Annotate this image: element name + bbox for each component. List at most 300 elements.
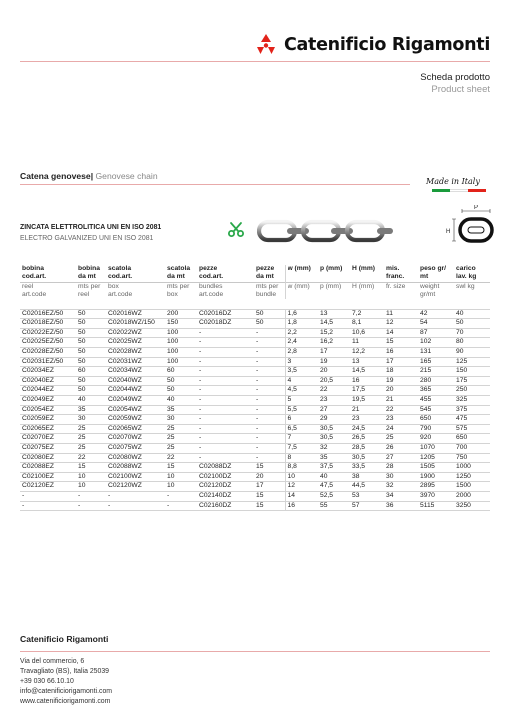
- table-cell: 30: [165, 415, 197, 425]
- table-cell: 25: [76, 424, 106, 434]
- column-header-line: weight: [420, 282, 440, 290]
- table-cell: 25: [384, 434, 418, 444]
- table-cell: 545: [418, 405, 454, 415]
- table-cell: C02080WZ: [106, 453, 165, 463]
- table-cell: 175: [454, 376, 490, 386]
- table-cell: 250: [454, 386, 490, 396]
- table-cell: 28: [384, 463, 418, 473]
- table-cell: -: [254, 415, 285, 425]
- table-cell: 20: [318, 367, 350, 377]
- header-spacer: [20, 299, 490, 309]
- table-cell: 16: [350, 376, 384, 386]
- table-cell: 10: [76, 472, 106, 482]
- table-cell: 27: [318, 405, 350, 415]
- column-header-line: mis.: [386, 265, 400, 272]
- table-cell: -: [197, 405, 254, 415]
- table-cell: 42: [418, 309, 454, 319]
- column-header: [350, 282, 384, 299]
- table-cell: 23: [318, 396, 350, 406]
- table-cell: -: [76, 501, 106, 511]
- made-in-italy-text: Made in Italy: [426, 177, 480, 186]
- table-cell: -: [254, 424, 285, 434]
- table-cell: 10: [165, 482, 197, 492]
- table-cell: C02065WZ: [106, 424, 165, 434]
- table-cell: 2895: [418, 482, 454, 492]
- table-cell: -: [254, 367, 285, 377]
- footer-website-link[interactable]: www.catenificiorigamonti.com: [20, 698, 111, 705]
- table-cell: C02075EZ: [20, 444, 76, 454]
- table-cell: -: [254, 405, 285, 415]
- table-cell: C02031WZ: [106, 357, 165, 367]
- table-cell: C02016DZ: [197, 309, 254, 319]
- table-cell: C02018DZ: [197, 319, 254, 329]
- table-cell: C02120WZ: [106, 482, 165, 492]
- sheet-title-en: Product sheet: [431, 84, 490, 95]
- table-cell: C02059WZ: [106, 415, 165, 425]
- column-header-line: mt: [420, 273, 429, 281]
- table-row: [20, 319, 490, 329]
- column-header-line: da mt: [256, 273, 274, 281]
- table-cell: 22: [76, 453, 106, 463]
- column-header: [418, 265, 454, 282]
- table-cell: 14: [384, 328, 418, 338]
- table-cell: -: [197, 424, 254, 434]
- table-cell: 100: [165, 348, 197, 358]
- column-header: [254, 282, 285, 299]
- column-header: [285, 265, 318, 282]
- table-cell: 100: [165, 357, 197, 367]
- table-cell: C02100EZ: [20, 472, 76, 482]
- table-cell: 100: [165, 338, 197, 348]
- column-header: [165, 282, 197, 299]
- table-cell: 1250: [454, 472, 490, 482]
- table-cell: 10: [165, 472, 197, 482]
- table-row: [20, 491, 490, 501]
- table-cell: 165: [418, 357, 454, 367]
- table-cell: 40: [76, 396, 106, 406]
- column-header-line: p (mm): [320, 282, 342, 290]
- table-cell: -: [254, 338, 285, 348]
- table-cell: 30,5: [318, 424, 350, 434]
- table-cell: 7: [285, 434, 318, 444]
- table-cell: 27: [384, 453, 418, 463]
- column-header-line: w (mm): [287, 265, 311, 272]
- column-header: [318, 265, 350, 282]
- column-header-line: bundle: [256, 290, 277, 298]
- table-cell: C02120DZ: [197, 482, 254, 492]
- table-cell: 100: [165, 328, 197, 338]
- table-cell: 28,5: [350, 444, 384, 454]
- column-header-line: carico: [456, 265, 476, 272]
- table-cell: 2000: [454, 491, 490, 501]
- table-cell: 35: [76, 405, 106, 415]
- table-cell: 26: [384, 444, 418, 454]
- table-cell: -: [197, 328, 254, 338]
- table-cell: 55: [318, 501, 350, 511]
- table-cell: C02075WZ: [106, 444, 165, 454]
- table-cell: 47,5: [318, 482, 350, 492]
- table-cell: -: [254, 376, 285, 386]
- column-header-line: da mt: [167, 273, 185, 281]
- table-cell: 215: [418, 367, 454, 377]
- table-cell: 13: [318, 309, 350, 319]
- table-cell: 455: [418, 396, 454, 406]
- table-cell: 16: [384, 348, 418, 358]
- column-header: [197, 265, 254, 282]
- table-cell: -: [76, 491, 106, 501]
- table-cell: 20,5: [318, 376, 350, 386]
- brand-logo: [254, 33, 490, 57]
- table-cell: 19,5: [350, 396, 384, 406]
- table-cell: 54: [418, 319, 454, 329]
- table-cell: 34: [384, 491, 418, 501]
- column-header-line: scatola: [167, 265, 191, 272]
- table-cell: 30: [76, 415, 106, 425]
- table-cell: 475: [454, 415, 490, 425]
- footer-city: Travagliato (BS), Italia 25039: [20, 668, 109, 675]
- table-cell: C02034EZ: [20, 367, 76, 377]
- column-header-line: franc.: [386, 273, 405, 281]
- table-cell: 11: [350, 338, 384, 348]
- column-header: [197, 282, 254, 299]
- table-row: [20, 309, 490, 319]
- table-cell: C02044WZ: [106, 386, 165, 396]
- table-cell: C02088WZ: [106, 463, 165, 473]
- table-cell: C02160DZ: [197, 501, 254, 511]
- column-header: [350, 265, 384, 282]
- table-cell: C02040EZ: [20, 376, 76, 386]
- footer-email-link[interactable]: info@catenificiorigamonti.com: [20, 688, 113, 695]
- column-header-line: art.code: [108, 290, 133, 298]
- column-header-line: box: [108, 282, 119, 290]
- footer-company-name: Catenificio Rigamonti: [20, 634, 109, 644]
- table-cell: -: [254, 328, 285, 338]
- table-cell: 15: [254, 463, 285, 473]
- table-cell: 50: [76, 376, 106, 386]
- table-row: [20, 396, 490, 406]
- table-cell: -: [106, 501, 165, 511]
- table-cell: 23: [350, 415, 384, 425]
- table-cell: -: [165, 501, 197, 511]
- column-header-line: art.code: [199, 290, 224, 298]
- table-cell: 1500: [454, 482, 490, 492]
- table-row: [20, 348, 490, 358]
- table-cell: 13: [350, 357, 384, 367]
- made-in-italy-badge: [424, 170, 494, 200]
- table-cell: 29: [318, 415, 350, 425]
- table-cell: 15: [165, 463, 197, 473]
- table-row: [20, 415, 490, 425]
- table-cell: C02022EZ/50: [20, 328, 76, 338]
- table-cell: 53: [350, 491, 384, 501]
- table-row: [20, 376, 490, 386]
- table-cell: C02031EZ/50: [20, 357, 76, 367]
- table-cell: 17: [254, 482, 285, 492]
- table-cell: -: [20, 491, 76, 501]
- table-cell: 2,8: [285, 348, 318, 358]
- table-cell: 22: [318, 386, 350, 396]
- table-cell: 17: [384, 357, 418, 367]
- table-cell: 4,5: [285, 386, 318, 396]
- column-header-line: bobina: [22, 265, 44, 272]
- footer-address: Via del commercio, 6: [20, 658, 85, 665]
- table-cell: 790: [418, 424, 454, 434]
- table-cell: 60: [76, 367, 106, 377]
- table-cell: 24,5: [350, 424, 384, 434]
- finish-label-en: ELECTRO GALVANIZED UNI EN ISO 2081: [20, 235, 154, 242]
- table-cell: -: [197, 434, 254, 444]
- chain-links-image: [257, 217, 395, 245]
- table-cell: 5115: [418, 501, 454, 511]
- table-cell: 365: [418, 386, 454, 396]
- table-cell: 50: [254, 319, 285, 329]
- table-cell: 8,1: [350, 319, 384, 329]
- product-spec-table: [20, 265, 490, 511]
- table-cell: C02040WZ: [106, 376, 165, 386]
- table-cell: 5: [285, 396, 318, 406]
- table-cell: 1070: [418, 444, 454, 454]
- table-row: [20, 386, 490, 396]
- table-cell: -: [197, 357, 254, 367]
- column-header: [76, 265, 106, 282]
- table-cell: -: [254, 357, 285, 367]
- table-cell: -: [197, 367, 254, 377]
- table-row: [20, 444, 490, 454]
- table-cell: C02034WZ: [106, 367, 165, 377]
- product-name-it: Catena genovese: [20, 171, 91, 181]
- table-cell: 50: [76, 309, 106, 319]
- table-cell: 7,2: [350, 309, 384, 319]
- column-header-line: reel: [22, 282, 34, 290]
- table-cell: C02100DZ: [197, 472, 254, 482]
- header-row-english: [20, 282, 490, 299]
- table-cell: C02054WZ: [106, 405, 165, 415]
- table-cell: 35: [318, 453, 350, 463]
- table-cell: 22: [384, 405, 418, 415]
- table-cell: 50: [76, 328, 106, 338]
- table-cell: 8: [285, 453, 318, 463]
- header-divider: [20, 61, 490, 62]
- table-cell: 17: [318, 348, 350, 358]
- table-cell: C02016WZ: [106, 309, 165, 319]
- diagram-label-p: P: [474, 205, 479, 211]
- table-cell: 12: [285, 482, 318, 492]
- wire-cutter-icon: [228, 221, 244, 237]
- table-cell: 15: [384, 338, 418, 348]
- table-row: [20, 434, 490, 444]
- table-cell: -: [254, 434, 285, 444]
- table-cell: 37,5: [318, 463, 350, 473]
- table-cell: 21: [350, 405, 384, 415]
- column-header-line: reel: [78, 290, 90, 298]
- table-cell: 575: [454, 424, 490, 434]
- table-cell: C02120EZ: [20, 482, 76, 492]
- table-cell: C02140DZ: [197, 491, 254, 501]
- table-cell: 60: [165, 367, 197, 377]
- column-header: [106, 265, 165, 282]
- table-row: [20, 357, 490, 367]
- table-cell: 3: [285, 357, 318, 367]
- column-header: [165, 265, 197, 282]
- table-cell: 102: [418, 338, 454, 348]
- column-header: [285, 282, 318, 299]
- column-header-line: pezze: [199, 265, 218, 272]
- column-header-line: H (mm): [352, 265, 376, 272]
- table-cell: C02070WZ: [106, 434, 165, 444]
- table-cell: 18: [384, 367, 418, 377]
- italian-flag-icon: [432, 189, 486, 192]
- table-cell: 1,8: [285, 319, 318, 329]
- table-cell: 40: [318, 472, 350, 482]
- column-header-line: art.code: [22, 290, 47, 298]
- table-cell: 50: [165, 376, 197, 386]
- column-header-line: mts per: [256, 282, 279, 290]
- header-row-italian: [20, 265, 490, 282]
- column-header-line: p (mm): [320, 265, 343, 272]
- table-cell: 3250: [454, 501, 490, 511]
- table-cell: C02049EZ: [20, 396, 76, 406]
- chain-link-dimension-diagram: [446, 205, 496, 247]
- column-header-line: cod.art.: [22, 273, 47, 281]
- table-row: [20, 472, 490, 482]
- table-row: [20, 338, 490, 348]
- column-header: [418, 282, 454, 299]
- table-cell: 150: [454, 367, 490, 377]
- table-cell: 25: [76, 444, 106, 454]
- rigamonti-logo-icon: [254, 33, 278, 57]
- column-header: [106, 282, 165, 299]
- table-cell: 650: [454, 434, 490, 444]
- table-cell: 12: [384, 319, 418, 329]
- table-cell: 1,6: [285, 309, 318, 319]
- table-cell: 20: [254, 472, 285, 482]
- table-cell: 3,5: [285, 367, 318, 377]
- table-cell: 35: [165, 405, 197, 415]
- table-cell: 70: [454, 328, 490, 338]
- table-cell: 280: [418, 376, 454, 386]
- table-cell: 15: [254, 491, 285, 501]
- table-cell: 36: [384, 501, 418, 511]
- brand-name: Catenificio Rigamonti: [284, 35, 491, 55]
- table-cell: 50: [76, 338, 106, 348]
- table-cell: 2,4: [285, 338, 318, 348]
- table-row: [20, 482, 490, 492]
- table-cell: C02018WZ/150: [106, 319, 165, 329]
- table-cell: C02049WZ: [106, 396, 165, 406]
- column-header: [76, 282, 106, 299]
- column-header-line: cod.art.: [108, 273, 133, 281]
- footer-phone: +39 030 66.10.10: [20, 678, 74, 685]
- table-cell: 10: [285, 472, 318, 482]
- table-row: [20, 501, 490, 511]
- table-cell: 1505: [418, 463, 454, 473]
- table-cell: -: [254, 348, 285, 358]
- column-header-line: w (mm): [287, 282, 310, 290]
- table-cell: 57: [350, 501, 384, 511]
- table-cell: 1205: [418, 453, 454, 463]
- column-header: [454, 265, 490, 282]
- table-cell: 4: [285, 376, 318, 386]
- table-cell: C02054EZ: [20, 405, 76, 415]
- table-cell: 50: [254, 309, 285, 319]
- table-cell: 131: [418, 348, 454, 358]
- table-row: [20, 453, 490, 463]
- table-cell: C02070EZ: [20, 434, 76, 444]
- table-cell: C02065EZ: [20, 424, 76, 434]
- table-cell: C02088DZ: [197, 463, 254, 473]
- table-cell: -: [254, 444, 285, 454]
- table-cell: 375: [454, 405, 490, 415]
- table-cell: 50: [454, 319, 490, 329]
- table-cell: 5,5: [285, 405, 318, 415]
- table-cell: 50: [76, 357, 106, 367]
- table-cell: C02022WZ: [106, 328, 165, 338]
- table-cell: C02018EZ/50: [20, 319, 76, 329]
- table-cell: 1000: [454, 463, 490, 473]
- table-cell: 19: [318, 357, 350, 367]
- column-header-line: box: [167, 290, 178, 298]
- column-header-line: cod.art.: [199, 273, 224, 281]
- product-name-en: Genovese chain: [95, 171, 158, 181]
- table-cell: C02025WZ: [106, 338, 165, 348]
- column-header-line: mts per: [167, 282, 190, 290]
- table-cell: 750: [454, 453, 490, 463]
- table-cell: 700: [454, 444, 490, 454]
- table-cell: 40: [165, 396, 197, 406]
- table-cell: 33,5: [350, 463, 384, 473]
- table-cell: 150: [165, 319, 197, 329]
- column-header: [20, 282, 76, 299]
- table-cell: -: [197, 386, 254, 396]
- table-cell: 90: [454, 348, 490, 358]
- table-cell: C02059EZ: [20, 415, 76, 425]
- table-row: [20, 405, 490, 415]
- column-header: [318, 282, 350, 299]
- diagram-label-h: H: [446, 229, 451, 235]
- column-header-line: da mt: [78, 273, 96, 281]
- table-cell: -: [197, 444, 254, 454]
- column-header-line: fr. size: [386, 282, 406, 290]
- table-cell: 3970: [418, 491, 454, 501]
- table-cell: -: [197, 415, 254, 425]
- table-cell: 21: [384, 396, 418, 406]
- table-cell: 50: [76, 348, 106, 358]
- table-cell: C02044EZ: [20, 386, 76, 396]
- table-cell: 11: [384, 309, 418, 319]
- table-cell: -: [197, 376, 254, 386]
- footer-divider: [20, 651, 490, 652]
- table-cell: 25: [165, 444, 197, 454]
- table-cell: 14,5: [350, 367, 384, 377]
- column-header-line: gr/mt: [420, 290, 436, 298]
- table-cell: 12,2: [350, 348, 384, 358]
- table-cell: C02025EZ/50: [20, 338, 76, 348]
- table-cell: 8,8: [285, 463, 318, 473]
- sheet-title: Scheda prodotto: [420, 72, 490, 83]
- table-cell: 50: [76, 319, 106, 329]
- table-cell: 19: [384, 376, 418, 386]
- table-cell: 16,2: [318, 338, 350, 348]
- table-cell: C02028WZ: [106, 348, 165, 358]
- table-cell: -: [106, 491, 165, 501]
- table-cell: 30,5: [350, 453, 384, 463]
- finish-label-it: ZINCATA ELETTROLITICA UNI EN ISO 2081: [20, 224, 162, 231]
- table-cell: -: [20, 501, 76, 511]
- table-cell: -: [254, 453, 285, 463]
- column-header: [20, 265, 76, 282]
- column-header: [254, 265, 285, 282]
- column-header-line: bobina: [78, 265, 100, 272]
